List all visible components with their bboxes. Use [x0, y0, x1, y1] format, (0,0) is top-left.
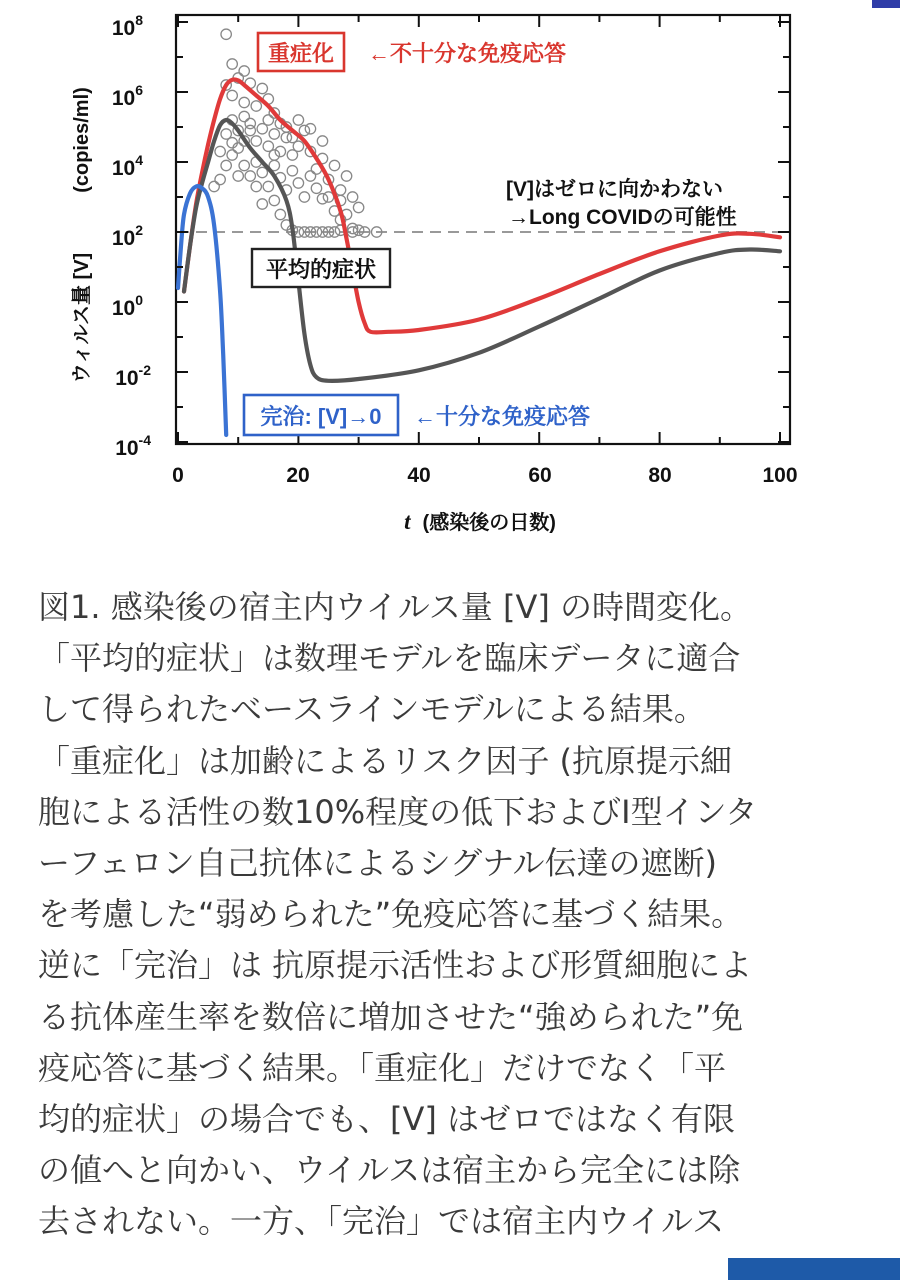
y-tick-label-1e-4	[115, 432, 151, 460]
observed-point	[263, 115, 273, 125]
observed-point	[335, 185, 345, 195]
y-tick-base: 10	[115, 367, 139, 390]
observed-point	[347, 192, 357, 202]
x-tick-label-20: 20	[286, 464, 310, 487]
x-axis-variable: t	[404, 509, 411, 534]
long-covid-annotation-line1: [V]はゼロに向かわない	[506, 178, 723, 201]
observed-point	[281, 132, 291, 142]
observed-point	[239, 111, 249, 121]
long-covid-annotation-line2: →Long COVIDの可能性	[508, 206, 737, 229]
caption-line: 図1. 感染後の宿主内ウイルス量 [V] の時間変化。	[38, 588, 752, 626]
average-label: 平均的症状	[265, 257, 377, 282]
y-tick-base: 10	[111, 227, 136, 250]
caption-line: る抗体産生率を数倍に増加させた“強められた”免	[38, 997, 744, 1036]
observed-point	[311, 183, 321, 193]
observed-point	[275, 146, 285, 156]
plot-frame	[176, 15, 790, 444]
observed-point	[269, 150, 279, 160]
observed-point	[317, 136, 327, 146]
y-tick-label-1e-2	[115, 362, 151, 390]
observed-point	[221, 160, 231, 170]
severe-annotation: ←不十分な免疫応答	[368, 41, 567, 66]
observed-point	[299, 192, 309, 202]
observed-point	[341, 171, 351, 181]
y-tick-exp: -4	[138, 432, 151, 448]
observed-point	[263, 181, 273, 191]
y-tick-base: 10	[111, 157, 136, 180]
observed-point	[251, 136, 261, 146]
observed-point	[227, 90, 237, 100]
y-tick-exp: 2	[135, 222, 143, 238]
y-tick-label-1e2	[112, 222, 143, 250]
caption-line: 「平均的症状」は数理モデルを臨床データに適合	[38, 639, 741, 678]
y-tick-base: 10	[111, 87, 136, 110]
caption-line: して得られたベースラインモデルによる結果。	[38, 690, 706, 729]
y-tick-exp: 8	[135, 12, 143, 28]
axis-ticks	[176, 15, 790, 444]
observed-point	[293, 115, 303, 125]
observed-point	[227, 59, 237, 69]
observed-point	[209, 181, 219, 191]
x-axis-description: (感染後の日数)	[422, 512, 556, 534]
caption-line: 均的症状」の場合でも、[V] はゼロではなく有限	[38, 1100, 736, 1139]
observed-point	[251, 101, 261, 111]
observed-point	[215, 146, 225, 156]
observed-point	[353, 225, 363, 235]
observed-point	[239, 160, 249, 170]
corner-banner	[728, 1258, 900, 1280]
observed-point	[305, 124, 315, 134]
cured-annotation: ←十分な免疫応答	[414, 404, 591, 429]
x-tick-label-40: 40	[407, 464, 431, 487]
y-tick-label-1e8	[112, 12, 143, 40]
x-tick-label-60: 60	[528, 464, 552, 487]
caption-line: 去されない。一方、「完治」では宿主内ウイルス	[38, 1202, 725, 1241]
x-axis-label	[404, 509, 556, 534]
observed-point	[275, 209, 285, 219]
observed-point	[317, 194, 327, 204]
caption-line: 「重症化」は加齢によるリスク因子 (抗原提示細	[38, 741, 733, 780]
y-tick-exp: 4	[135, 152, 143, 168]
observed-point	[353, 202, 363, 212]
observed-point	[293, 178, 303, 188]
observed-point	[245, 171, 255, 181]
y-tick-label-1e0	[112, 292, 143, 320]
observed-point	[227, 150, 237, 160]
caption-line: 逆に「完治」は 抗原提示活性および形質細胞によ	[38, 946, 753, 985]
observed-point	[269, 129, 279, 139]
y-tick-exp: 6	[135, 82, 143, 98]
y-tick-labels	[112, 12, 151, 460]
y-axis-unit: (copies/ml)	[71, 87, 93, 193]
y-tick-base: 10	[111, 17, 136, 40]
observed-point	[245, 118, 255, 128]
y-tick-base: 10	[115, 437, 139, 460]
x-tick-label-0: 0	[172, 464, 184, 487]
viral-load-chart	[0, 0, 900, 560]
x-tick-label-80: 80	[648, 464, 672, 487]
observed-point	[257, 83, 267, 93]
y-axis-label: ウィルス量 [V]	[71, 252, 93, 384]
y-tick-exp: 0	[135, 292, 143, 308]
observed-point	[287, 166, 297, 176]
observed-point	[257, 199, 267, 209]
cured-curve	[178, 186, 226, 435]
y-tick-label-1e6	[112, 82, 143, 110]
x-tick-label-100: 100	[762, 464, 798, 487]
cured-label: 完治: [V]→0	[260, 404, 382, 429]
observed-point	[233, 171, 243, 181]
x-tick-labels	[172, 464, 797, 487]
caption-line: 胞による活性の数10%程度の低下およびI型インタ	[38, 792, 758, 831]
observed-point	[239, 97, 249, 107]
figure-caption	[38, 582, 868, 1248]
observed-point	[269, 195, 279, 205]
severe-label: 重症化	[267, 41, 335, 66]
observed-point	[299, 125, 309, 135]
observed-point	[215, 174, 225, 184]
observed-point	[251, 181, 261, 191]
caption-line: 疫応答に基づく結果。「重症化」だけでなく「平	[38, 1048, 727, 1087]
observed-point	[305, 171, 315, 181]
y-tick-exp: -2	[138, 362, 151, 378]
y-tick-base: 10	[111, 297, 136, 320]
caption-line: の値へと向かい、ウイルスは宿主から完全には除	[38, 1151, 741, 1190]
observed-point	[329, 160, 339, 170]
observed-point	[239, 66, 249, 76]
caption-line: ーフェロン自己抗体によるシグナル伝達の遮断)	[38, 844, 718, 883]
y-tick-label-1e4	[112, 152, 143, 180]
caption-line: を考慮した“弱められた”免疫応答に基づく結果。	[38, 895, 744, 934]
observed-point	[221, 29, 231, 39]
